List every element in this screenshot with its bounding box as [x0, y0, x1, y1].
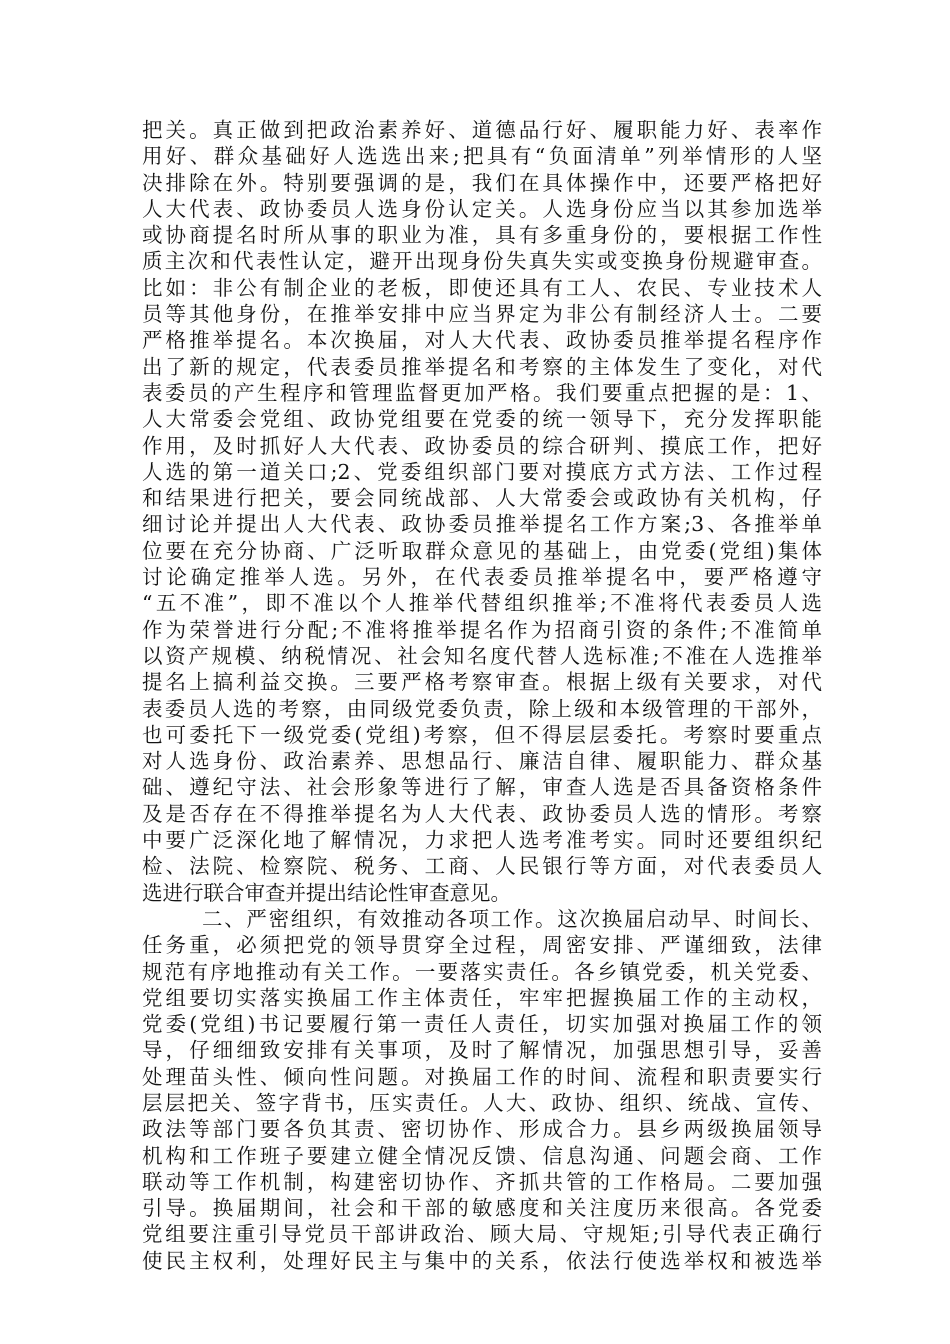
text-line: 选进行联合审查并提出结论性审查意见。 — [142, 880, 511, 905]
text-line: 作为荣誉进行分配;不准将推举提名作为招商引资的条件;不准简单 — [142, 617, 822, 642]
text-line: 使民主权利，处理好民主与集中的关系，依法行使选举权和被选举 — [142, 1248, 822, 1273]
text-line: 表委员的产生程序和管理监督更加严格。我们要重点把握的是：1、 — [142, 380, 822, 405]
text-line: 员等其他身份，在推举安排中应当界定为非公有制经济人士。二要 — [142, 302, 822, 327]
text-line: 中要广泛深化地了解情况，力求把人选考准考实。同时还要组织纪 — [142, 828, 822, 853]
text-line: 党组要注重引导党员干部讲政治、顾大局、守规矩;引导代表正确行 — [142, 1222, 822, 1247]
text-line: 出了新的规定，代表委员推举提名和考察的主体发生了变化，对代 — [142, 354, 822, 379]
text-line: 机构和工作班子要建立健全情况反馈、信息沟通、问题会商、工作 — [142, 1143, 822, 1168]
text-line: 或协商提名时所从事的职业为准，具有多重身份的，要根据工作性 — [142, 223, 822, 248]
text-line: 质主次和代表性认定，避开出现身份失真失实或变换身份规避审查。 — [142, 249, 822, 274]
text-line: 及是否存在不得推举提名为人大代表、政协委员人选的情形。考察 — [142, 801, 822, 826]
section-heading-line: 二、严密组织，有效推动各项工作。这次换届启动早、时间长、 — [202, 906, 822, 931]
text-line: 党组要切实落实换届工作主体责任，牢牢把握换届工作的主动权， — [142, 985, 822, 1010]
text-line: 讨论确定推举人选。另外，在代表委员推举提名中，要严格遵守 — [142, 565, 822, 590]
text-line: 检、法院、检察院、税务、工商、人民银行等方面，对代表委员人 — [142, 854, 822, 879]
text-line: 人大常委会党组、政协党组要在党委的统一领导下，充分发挥职能 — [142, 407, 822, 432]
text-line: 细讨论并提出人大代表、政协委员推举提名工作方案;3、各推举单 — [142, 512, 822, 537]
text-line: 层层把关、签字背书，压实责任。人大、政协、组织、统战、宣传、 — [142, 1090, 822, 1115]
text-line: 处理苗头性、倾向性问题。对换届工作的时间、流程和职责要实行 — [142, 1064, 822, 1089]
text-line: 比如：非公有制企业的老板，即使还具有工人、农民、专业技术人 — [142, 275, 822, 300]
text-line: 以资产规模、纳税情况、社会知名度代替人选标准;不准在人选推举 — [142, 643, 822, 668]
text-line: 政法等部门要各负其责、密切协作、形成合力。县乡两级换届领导 — [142, 1117, 822, 1142]
text-line: 人选的第一道关口;2、党委组织部门要对摸底方式方法、工作过程 — [142, 459, 822, 484]
text-line: “五不准”，即不准以个人推举代替组织推举;不准将代表委员人选 — [142, 591, 822, 616]
text-line: 也可委托下一级党委(党组)考察，但不得层层委托。考察时要重点 — [142, 722, 822, 747]
body-text — [142, 117, 822, 1274]
text-line: 规范有序地推动有关工作。一要落实责任。各乡镇党委，机关党委、 — [142, 959, 822, 984]
text-line: 提名上搞利益交换。三要严格考察审查。根据上级有关要求，对代 — [142, 670, 822, 695]
text-line: 任务重，必须把党的领导贯穿全过程，周密安排、严谨细致，法律 — [142, 933, 822, 958]
text-line: 表委员人选的考察，由同级党委负责，除上级和本级管理的干部外， — [142, 696, 822, 721]
text-line: 和结果进行把关，要会同统战部、人大常委会或政协有关机构，仔 — [142, 486, 822, 511]
text-line: 引导。换届期间，社会和干部的敏感度和关注度历来很高。各党委 — [142, 1196, 822, 1221]
text-line: 严格推举提名。本次换届，对人大代表、政协委员推举提名程序作 — [142, 328, 822, 353]
text-line: 位要在充分协商、广泛听取群众意见的基础上，由党委(党组)集体 — [142, 538, 822, 563]
text-line: 础、遵纪守法、社会形象等进行了解，审查人选是否具备资格条件 — [142, 775, 822, 800]
text-line: 作用，及时抓好人大代表、政协委员的综合研判、摸底工作，把好 — [142, 433, 822, 458]
text-line: 对人选身份、政治素养、思想品行、廉洁自律、履职能力、群众基 — [142, 749, 822, 774]
text-line: 决排除在外。特别要强调的是，我们在具体操作中，还要严格把好 — [142, 170, 822, 195]
text-line: 导，仔细细致安排有关事项，及时了解情况，加强思想引导，妥善 — [142, 1038, 822, 1063]
text-line: 把关。真正做到把政治素养好、道德品行好、履职能力好、表率作 — [142, 118, 822, 142]
text-line: 联动等工作机制，构建密切协作、齐抓共管的工作格局。二要加强 — [142, 1169, 822, 1194]
text-line: 党委(党组)书记要履行第一责任人责任，切实加强对换届工作的领 — [142, 1012, 822, 1037]
text-line: 人大代表、政协委员人选身份认定关。人选身份应当以其参加选举 — [142, 196, 822, 221]
text-line: 用好、群众基础好人选选出来;把具有“负面清单”列举情形的人坚 — [142, 144, 822, 169]
